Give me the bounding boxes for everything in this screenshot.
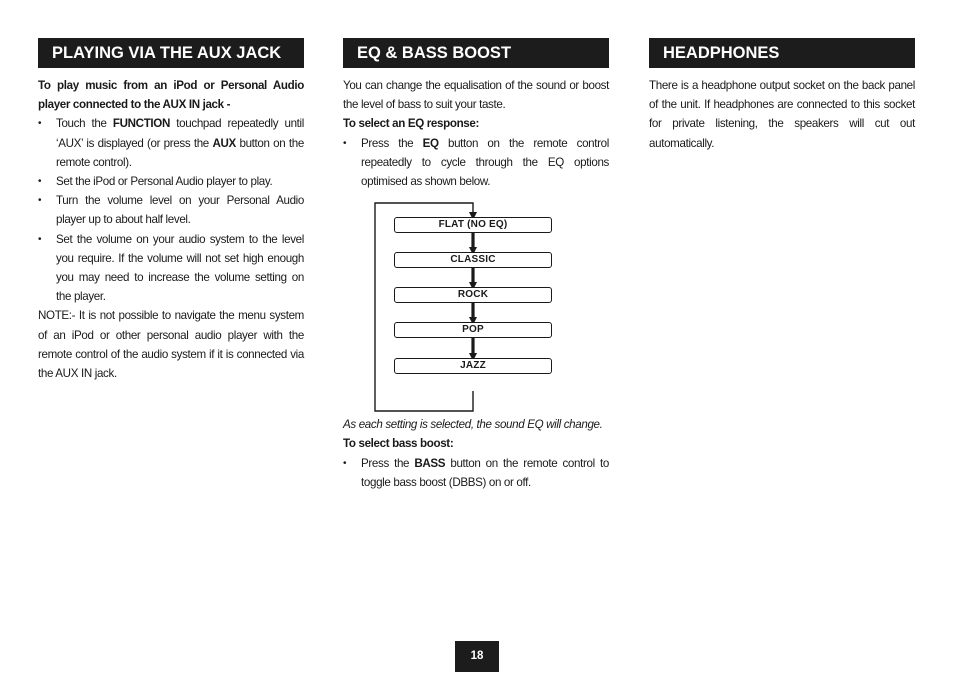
aux-step-1-text-c: button on the remote control).	[56, 136, 304, 169]
eq-step	[343, 134, 609, 192]
bass-steps-list	[343, 454, 609, 492]
section-body-headphones	[649, 76, 915, 153]
bass-heading: To select bass boost:	[343, 437, 454, 451]
aux-step-1-text-a: Touch the	[56, 117, 113, 131]
eq-option-pop: POP	[394, 322, 552, 338]
eq-caption: As each setting is selected, the sound EQ will change.	[343, 418, 603, 432]
aux-intro: To play music from an iPod or Personal Audio player connected to the AUX IN jack -	[38, 79, 304, 112]
aux-step-1-text-b: touchpad repeatedly until ‘AUX’ is displayed (or press the	[56, 117, 304, 150]
loop-return-line	[375, 203, 473, 411]
bass-step-text-b: button on the remote control to toggle bass boost (DBBS) on or off.	[361, 456, 609, 489]
eq-step-text-a: Press the	[361, 136, 423, 150]
section-body-aux-jack	[38, 76, 304, 383]
section-headphones	[649, 38, 915, 153]
aux-step-4: • Set the volume on your audio system to the level you require. If the volume will not set high enough you may need to increase the volume setting on the player.	[38, 230, 304, 307]
bass-step-text-a: Press the	[361, 456, 415, 470]
section-title-aux-jack: PLAYING VIA THE AUX JACK	[38, 38, 304, 68]
eq-intro: You can change the equalisation of the sound or boost the level of bass to suit your taste.	[343, 79, 609, 112]
eq-option-classic: CLASSIC	[394, 252, 552, 268]
section-title-eq-bass: EQ & BASS BOOST	[343, 38, 609, 68]
bass-step	[343, 454, 609, 492]
aux-steps-list	[38, 114, 304, 306]
eq-option-flat: FLAT (NO EQ)	[394, 217, 552, 233]
section-title-headphones: HEADPHONES	[649, 38, 915, 68]
eq-cycle-diagram	[343, 191, 609, 415]
page-number: 18	[455, 641, 499, 672]
aux-step-3: • Turn the volume level on your Personal Audio player up to about half level.	[38, 191, 304, 229]
aux-step-2: • Set the iPod or Personal Audio player to play.	[38, 172, 304, 191]
section-body-eq-bass	[343, 76, 609, 492]
eq-option-jazz: JAZZ	[394, 358, 552, 374]
section-aux-jack	[38, 38, 304, 383]
aux-note: NOTE:- It is not possible to navigate the menu system of an iPod or other personal audio player with the remote control of the audio system if it is connected via the AUX IN jack.	[38, 309, 304, 381]
aux-key-label: AUX	[212, 136, 236, 150]
eq-key-label: EQ	[422, 136, 439, 150]
bass-key-label: BASS	[414, 456, 446, 470]
aux-step-1	[38, 114, 304, 172]
eq-heading: To select an EQ response:	[343, 117, 480, 131]
eq-steps-list	[343, 134, 609, 192]
eq-option-rock: ROCK	[394, 287, 552, 303]
section-eq-bass	[343, 38, 609, 492]
eq-step-text-b: button on the remote control repeatedly to cycle through the EQ options optimised as shown below.	[361, 136, 609, 189]
headphones-text: There is a headphone output socket on the back panel of the unit. If headphones are connected to this socket for private listening, the speakers will cut out automatically.	[649, 79, 915, 150]
function-key-label: FUNCTION	[112, 117, 170, 131]
